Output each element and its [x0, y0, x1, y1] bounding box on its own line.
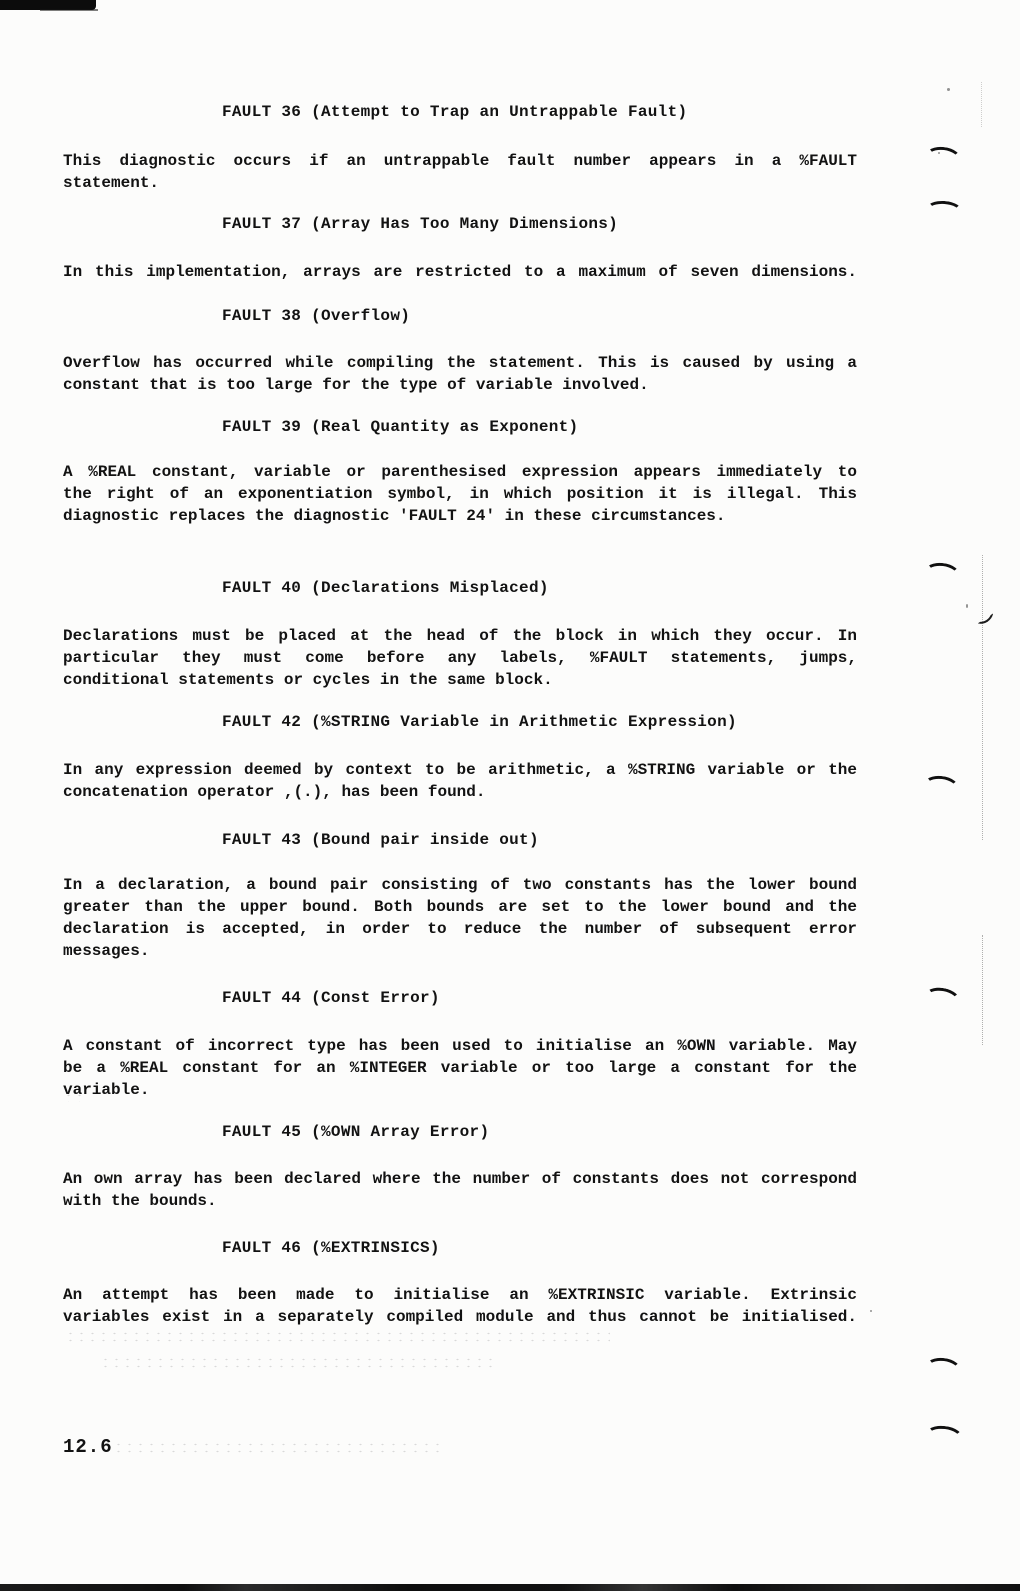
- scan-dotted-line-artifact: [981, 82, 982, 127]
- fault-42-heading: FAULT 42 (%STRING Variable in Arithmetic Expression): [222, 713, 737, 731]
- paragraph-line: declaration is accepted, in order to reduce the number of subsequent error: [63, 920, 857, 938]
- paragraph-line: Declarations must be placed at the head of the block in which they occur. In: [63, 627, 857, 645]
- paragraph-line: In a declaration, a bound pair consisting of two constants has the lower bound: [63, 876, 857, 894]
- fault-40-description: [63, 625, 857, 691]
- scan-dotted-line-artifact: [982, 935, 983, 1045]
- page-number: 12.6: [63, 1436, 113, 1458]
- paragraph-line: constant that is too large for the type of variable involved.: [63, 376, 649, 394]
- fault-43-description: [63, 874, 857, 962]
- fault-45-description: [63, 1168, 857, 1212]
- scan-crescent-mark-artifact: [924, 145, 962, 171]
- scan-speck-artifact: [870, 1310, 872, 1312]
- paragraph-line: particular they must come before any labels, %FAULT statements, jumps,: [63, 649, 857, 667]
- scan-crescent-mark-artifact: [922, 774, 960, 800]
- paragraph-line: This diagnostic occurs if an untrappable fault number appears in a %FAULT: [63, 152, 857, 170]
- scan-speckle-smudge-artifact: [113, 1441, 443, 1457]
- paragraph-line: A %REAL constant, variable or parenthesised expression appears immediately to: [63, 463, 857, 481]
- fault-36-description: [63, 150, 857, 194]
- fault-37-heading: FAULT 37 (Array Has Too Many Dimensions): [222, 215, 619, 233]
- fault-36-heading: FAULT 36 (Attempt to Trap an Untrappable Fault): [222, 103, 688, 121]
- paragraph-line: In this implementation, arrays are restricted to a maximum of seven dimensions.: [63, 263, 857, 281]
- paragraph-line: In any expression deemed by context to be arithmetic, a %STRING variable or the: [63, 761, 857, 779]
- scan-speckle-smudge-artifact: [65, 1330, 610, 1342]
- scan-crescent-mark-artifact: [924, 1424, 964, 1450]
- fault-44-heading: FAULT 44 (Const Error): [222, 989, 440, 1007]
- paragraph-line: the right of an exponentiation symbol, in which position it is illegal. This: [63, 485, 857, 503]
- paragraph-line: greater than the upper bound. Both bounds are set to the lower bound and the: [63, 898, 857, 916]
- paragraph-line: variable.: [63, 1081, 150, 1099]
- scan-ink-bar-top-left-artifact: [0, 0, 96, 10]
- fault-39-heading: FAULT 39 (Real Quantity as Exponent): [222, 418, 579, 436]
- paragraph-line: An own array has been declared where the number of constants does not correspond: [63, 1170, 857, 1188]
- paragraph-line: be a %REAL constant for an %INTEGER variable or too large a constant for the: [63, 1059, 857, 1077]
- scan-speck-artifact: [947, 88, 950, 91]
- fault-39-description: [63, 461, 857, 527]
- paragraph-line: Overflow has occurred while compiling the statement. This is caused by using a: [63, 354, 857, 372]
- scan-crescent-mark-artifact: [925, 200, 962, 221]
- fault-46-description: [63, 1284, 857, 1328]
- fault-42-description: [63, 759, 857, 803]
- fault-45-heading: FAULT 45 (%OWN Array Error): [222, 1123, 490, 1141]
- fault-38-description: [63, 352, 857, 396]
- scan-hook-mark-artifact: [978, 611, 993, 626]
- paragraph-line: messages.: [63, 942, 150, 960]
- scan-crescent-mark-artifact: [924, 1356, 962, 1382]
- paragraph-line: concatenation operator ,(.), has been found.: [63, 783, 486, 801]
- scan-speck-artifact: [938, 152, 940, 154]
- scan-crescent-mark-artifact: [923, 561, 961, 587]
- fault-40-heading: FAULT 40 (Declarations Misplaced): [222, 579, 549, 597]
- scan-speckle-smudge-artifact: [100, 1356, 500, 1370]
- paragraph-line: variables exist in a separately compiled module and thus cannot be initialised.: [63, 1308, 857, 1326]
- fault-43-heading: FAULT 43 (Bound pair inside out): [222, 831, 539, 849]
- fault-38-heading: FAULT 38 (Overflow): [222, 307, 411, 325]
- paragraph-line: conditional statements or cycles in the same block.: [63, 671, 553, 689]
- scan-crescent-mark-artifact: [922, 985, 961, 1013]
- scan-dotted-line-artifact: [982, 555, 983, 840]
- scan-ink-bar-bottom-artifact: [0, 1584, 1020, 1591]
- paragraph-line: A constant of incorrect type has been used to initialise an %OWN variable. May: [63, 1037, 857, 1055]
- paragraph-line: with the bounds.: [63, 1192, 217, 1210]
- paragraph-line: statement.: [63, 174, 160, 192]
- fault-37-description: [63, 261, 857, 283]
- scan-speck-artifact: [966, 604, 968, 608]
- paragraph-line: An attempt has been made to initialise an %EXTRINSIC variable. Extrinsic: [63, 1286, 857, 1304]
- scan-speckle-smudge-artifact: [63, 1092, 89, 1102]
- fault-46-heading: FAULT 46 (%EXTRINSICS): [222, 1239, 440, 1257]
- paragraph-line: diagnostic replaces the diagnostic 'FAULT 24' in these circumstances.: [63, 507, 726, 525]
- fault-44-description: [63, 1035, 857, 1101]
